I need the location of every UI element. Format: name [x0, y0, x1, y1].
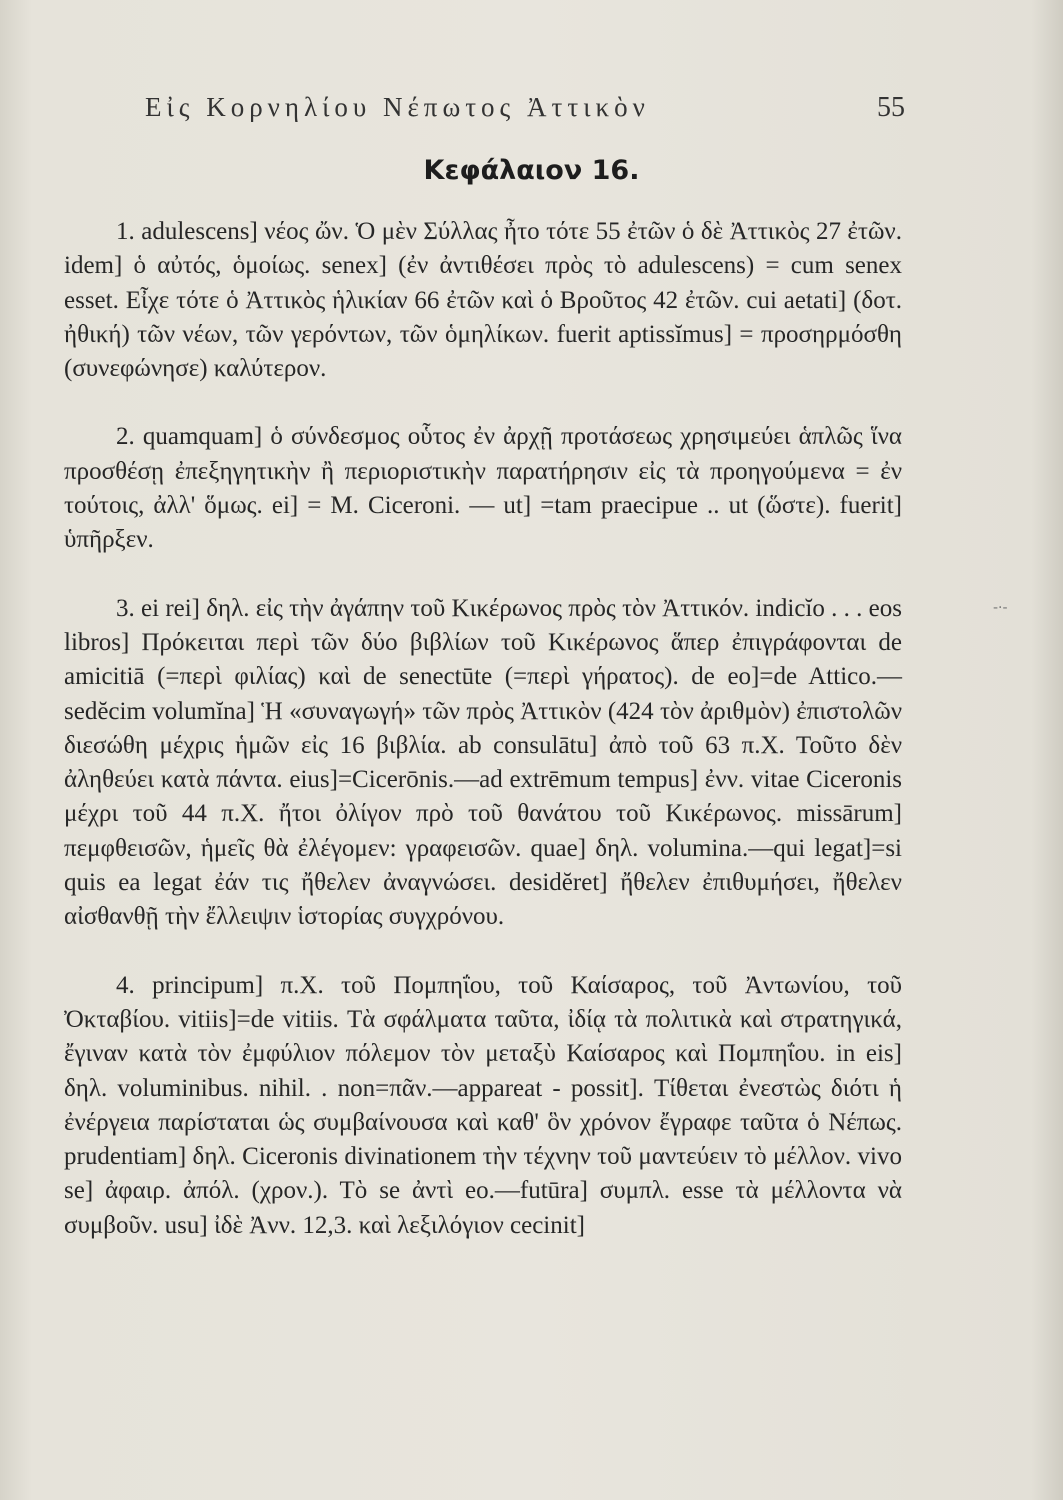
page-header: [145, 92, 905, 142]
paragraph-1: 1. adulescens] νέος ὤν. Ὁ μὲν Σύλλας ἦτο τότε 55 ἐτῶν ὁ δὲ Ἀττικὸς 27 ἐτῶν. idem] ὁ αὐτός, ὁμοίως. senex] (ἐν ἀντιθέσει πρὸς τὸ adulescens) = cum senex esset. Εἶχε τότε ὁ Ἀττικὸς ἡλικίαν 66 ἐτῶν καὶ ὁ Βροῦτος 42 ἐτῶν. cui aetati] (δοτ. ἠθική) τῶν νέων, τῶν γερόντων, τῶν ὁμηλίκων. fuerit aptissĭmus] = προσηρμόσθη (συνεφώνησε) καλύτερον.: [64, 218, 902, 383]
running-title: Εἰς Κορνηλίου Νέπωτος Ἀττικὸν: [145, 92, 650, 122]
page-number: 55: [877, 92, 905, 123]
paragraph-4: 4. principum] π.Χ. τοῦ Πομπηΐου, τοῦ Καίσαρος, τοῦ Ἀντωνίου, τοῦ Ὀκταβίου. vitiis]=de vitiis. Τὰ σφάλματα ταῦτα, ἰδίᾳ τὰ πολιτικὰ καὶ στρατηγικά, ἔγιναν κατὰ τὸν ἐμφύλιον πόλεμον τὸν μεταξὺ Καίσαρος καὶ Πομπηΐου. in eis] δηλ. voluminibus. nihil. . non=πᾶν.—appareat - possit]. Τίθεται ἐνεστὼς διότι ἡ ἐνέργεια παρίσταται ὡς συμβαίνουσα καὶ καθ' ὃν χρόνον ἔγραφε ταῦτα ὁ Νέπως. prudentiam] δηλ. Ciceronis divinationem τὴν τέχνην τοῦ μαντεύειν τὸ μέλλον. vivo se] ἀφαιρ. ἀπόλ. (χρον.). Τὸ se ἀντὶ eo.—futūra] συμπλ. esse τὰ μέλλοντα νὰ συμβοῦν. usu] ἰδὲ Ἀνν. 12,3. καὶ λεξιλόγιον cecinit]: [64, 971, 902, 1239]
chapter-title: Κεφάλαιον 16.: [423, 155, 640, 186]
commentary-text: [64, 215, 902, 1243]
margin-mark: -·-: [993, 600, 1008, 616]
paragraph-2: 2. quamquam] ὁ σύνδεσμος οὗτος ἐν ἀρχῇ προτάσεως χρησιμεύει ἁπλῶς ἵνα προσθέσῃ ἐπεξηγητικὴν ἢ περιοριστικὴν παρατήρησιν εἰς τὰ προηγούμενα = ἐν τούτοις, ἀλλ' ὅμως. ei] = M. Ciceroni. — ut] =tam praecipue .. ut (ὥστε). fuerit] ὑπῆρξεν.: [64, 423, 902, 554]
paragraph-3: 3. ei rei] δηλ. εἰς τὴν ἀγάπην τοῦ Κικέρωνος πρὸς τὸν Ἀττικόν. indicĭo . . . eos libros] Πρόκειται περὶ τῶν δύο βιβλίων τοῦ Κικέρωνος ἅπερ ἐπιγράφονται de amicitiā (=περὶ φιλίας) καὶ de senectūte (=περὶ γήρατος). de eo]=de Attico.—sedĕcim volumĭna] Ἡ «συναγωγή» τῶν πρὸς Ἀττικὸν (424 τὸν ἀριθμὸν) ἐπιστολῶν διεσώθη μέχρις ἡμῶν εἰς 16 βιβλία. ab consulātu] ἀπὸ τοῦ 63 π.Χ. Τοῦτο δὲν ἀληθεύει κατὰ πάντα. eius]=Cicerōnis.—ad extrēmum tempus] ἐνν. vitae Ciceronis μέχρι τοῦ 44 π.Χ. ἤτοι ὀλίγον πρὸ τοῦ θανάτου τοῦ Κικέρωνος. missārum] πεμφθεισῶν, ἡμεῖς θὰ ἐλέγομεν: γραφεισῶν. quae] δηλ. volumina.—qui legat]=si quis ea legat ἐάν τις ἤθελεν ἀναγνώσει. desidĕret] ἤθελεν ἐπιθυμήσει, ἤθελεν αἰσθανθῇ τὴν ἔλλειψιν ἱστορίας συγχρόνου.: [64, 594, 902, 931]
